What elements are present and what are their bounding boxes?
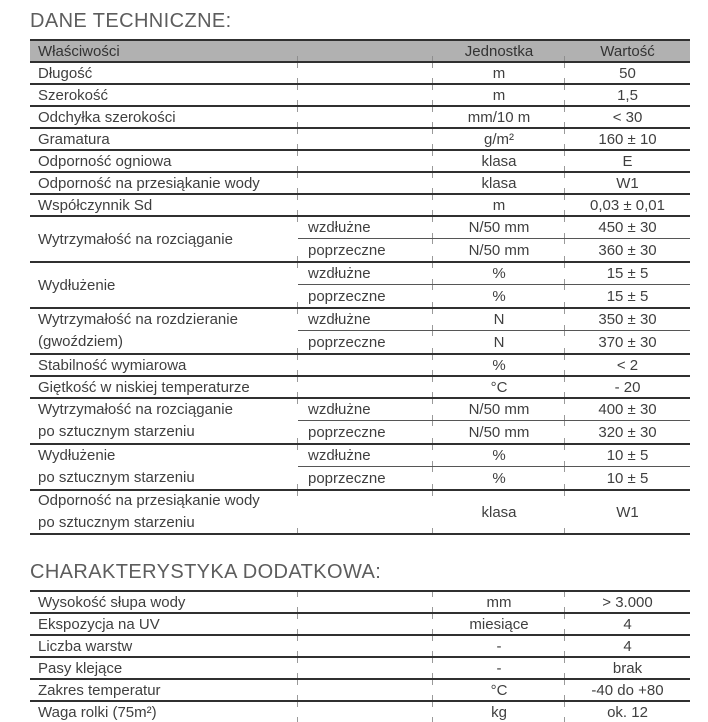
table-row-group (30, 445, 690, 491)
section-title-technical-data: DANE TECHNICZNE: (30, 10, 232, 32)
unit-cell: klasa (481, 503, 517, 521)
value-cell: brak (612, 659, 643, 677)
property-cell: Długość (38, 64, 93, 82)
unit-cell: N/50 mm (468, 401, 530, 418)
property-cell: Współczynnik Sd (38, 196, 153, 214)
table-row (30, 195, 690, 217)
unit-cell: m (492, 196, 506, 214)
unit-cell: mm/10 m (467, 108, 531, 126)
unit-cell: g/m² (484, 130, 514, 148)
unit-cell: % (492, 265, 506, 282)
table-header-row (30, 41, 690, 63)
direction-cell (298, 129, 433, 149)
unit-cell: % (492, 447, 506, 464)
unit-cell: - (496, 659, 502, 677)
section-title-additional-characteristics: CHARAKTERYSTYKA DODATKOWA: (30, 561, 382, 583)
direction-cell (298, 151, 433, 171)
direction-cell: poprzeczne (308, 333, 386, 351)
table-row (30, 702, 690, 722)
property-cell: Pasy klejące (38, 659, 123, 677)
direction-cell (298, 636, 433, 656)
direction-cell: wzdłużne (308, 447, 371, 464)
table-row-group (30, 309, 690, 355)
value-cell: 450 ± 30 (598, 219, 657, 236)
table-row (30, 614, 690, 636)
table-row (30, 107, 690, 129)
direction-cell (298, 63, 433, 83)
unit-cell: N/50 mm (468, 219, 530, 236)
sub-row (298, 239, 690, 261)
column-header-spacer (298, 41, 433, 61)
direction-cell (298, 658, 433, 678)
direction-cell: wzdłużne (308, 265, 371, 282)
direction-cell (298, 377, 433, 397)
property-cell (30, 491, 298, 533)
table-row-group (30, 217, 690, 263)
property-cell: Szerokość (38, 86, 109, 104)
unit-cell: N/50 mm (468, 241, 530, 259)
column-header-property: Właściwości (38, 42, 120, 60)
table-row (30, 377, 690, 399)
direction-cell (298, 85, 433, 105)
property-line: (gwoździem) (38, 333, 124, 350)
unit-cell: % (492, 469, 506, 487)
sub-row (298, 331, 690, 353)
property-line: Wytrzymałość na rozciąganie (38, 401, 233, 418)
direction-cell (298, 592, 433, 612)
direction-cell (298, 702, 433, 722)
table-row (30, 151, 690, 173)
column-header-value: Wartość (600, 42, 655, 60)
value-cell: W1 (616, 503, 639, 521)
subrows (298, 445, 690, 489)
direction-cell: wzdłużne (308, 311, 371, 328)
unit-cell: m (492, 64, 506, 82)
table-row (30, 680, 690, 702)
direction-cell (298, 195, 433, 215)
property-line: po sztucznym starzeniu (38, 469, 195, 486)
value-cell: ok. 12 (607, 703, 648, 721)
property-cell: Liczba warstw (38, 637, 133, 655)
property-cell: Odporność ogniowa (38, 152, 172, 170)
value-cell: 4 (623, 637, 632, 655)
value-cell: 50 (619, 64, 636, 82)
value-cell: E (622, 152, 633, 170)
direction-cell: wzdłużne (308, 219, 371, 236)
direction-cell (298, 680, 433, 700)
unit-cell: °C (490, 378, 508, 396)
value-cell: 15 ± 5 (606, 265, 649, 282)
value-cell: 350 ± 30 (598, 311, 657, 328)
value-cell: < 2 (616, 356, 639, 374)
value-cell: 15 ± 5 (606, 287, 649, 305)
property-cell: Giętkość w niskiej temperaturze (38, 378, 250, 396)
direction-cell (298, 614, 433, 634)
unit-cell: kg (491, 703, 507, 721)
direction-cell (298, 173, 433, 193)
unit-cell: klasa (481, 174, 517, 192)
unit-cell: °C (490, 681, 508, 699)
value-cell: - 20 (614, 378, 641, 396)
direction-cell (298, 355, 433, 375)
value-cell: 320 ± 30 (598, 423, 657, 441)
direction-cell: wzdłużne (308, 401, 371, 418)
value-cell: 0,03 ± 0,01 (590, 196, 665, 214)
property-cell: Stabilność wymiarowa (38, 356, 187, 374)
direction-cell (298, 491, 433, 533)
subrows (298, 399, 690, 443)
table-row (30, 355, 690, 377)
value-cell: 4 (623, 615, 632, 633)
property-line: Odporność na przesiąkanie wody (38, 492, 260, 509)
unit-cell: klasa (481, 152, 517, 170)
table-row (30, 63, 690, 85)
subrows (298, 263, 690, 307)
property-line: Wytrzymałość na rozdzieranie (38, 311, 238, 328)
table-row (30, 636, 690, 658)
direction-cell: poprzeczne (308, 469, 386, 487)
unit-cell: m (492, 86, 506, 104)
table-row-group (30, 263, 690, 309)
sub-row (298, 399, 690, 421)
table-row-group (30, 399, 690, 445)
sub-row (298, 467, 690, 489)
value-cell: 160 ± 10 (598, 130, 657, 148)
value-cell: 10 ± 5 (606, 447, 649, 464)
property-cell: Gramatura (38, 130, 110, 148)
property-cell (30, 445, 298, 489)
sub-row (298, 217, 690, 239)
value-cell: 360 ± 30 (598, 241, 657, 259)
unit-cell: % (492, 287, 506, 305)
direction-cell: poprzeczne (308, 241, 386, 259)
property-cell: Ekspozycja na UV (38, 615, 160, 633)
value-cell: < 30 (612, 108, 643, 126)
property-cell: Waga rolki (75m²) (38, 703, 157, 721)
column-header-unit: Jednostka (464, 42, 534, 60)
value-cell: 10 ± 5 (606, 469, 649, 487)
additional-characteristics-table (30, 590, 690, 722)
property-cell: Wysokość słupa wody (38, 593, 186, 611)
property-cell (30, 309, 298, 353)
unit-cell: % (492, 356, 506, 374)
direction-cell: poprzeczne (308, 423, 386, 441)
value-cell: 400 ± 30 (598, 401, 657, 418)
subrows (298, 217, 690, 261)
unit-cell: N/50 mm (468, 423, 530, 441)
table-row (30, 592, 690, 614)
property-cell: Odchyłka szerokości (38, 108, 176, 126)
table-row (30, 85, 690, 107)
unit-cell: - (496, 637, 502, 655)
value-cell: 370 ± 30 (598, 333, 657, 351)
property-cell: Wytrzymałość na rozciąganie (38, 230, 233, 248)
property-cell: Wydłużenie (38, 276, 116, 294)
value-cell: W1 (616, 174, 639, 192)
sub-row (298, 263, 690, 285)
direction-cell (298, 107, 433, 127)
sub-row (298, 445, 690, 467)
unit-cell: N (493, 333, 505, 351)
property-line: Wydłużenie (38, 447, 116, 464)
subrows (298, 309, 690, 353)
property-cell: Odporność na przesiąkanie wody (38, 174, 260, 192)
value-cell: 1,5 (617, 86, 638, 104)
property-line: po sztucznym starzeniu (38, 514, 195, 531)
property-cell: Zakres temperatur (38, 681, 161, 699)
value-cell: > 3.000 (602, 593, 653, 611)
property-cell (30, 399, 298, 443)
unit-cell: N (493, 311, 505, 328)
unit-cell: mm (486, 593, 512, 611)
technical-data-table (30, 39, 690, 535)
direction-cell: poprzeczne (308, 287, 386, 305)
table-row (30, 491, 690, 535)
table-row (30, 173, 690, 195)
sub-row (298, 309, 690, 331)
sub-row (298, 285, 690, 307)
property-line: po sztucznym starzeniu (38, 423, 195, 440)
value-cell: -40 do +80 (591, 681, 664, 699)
sub-row (298, 421, 690, 443)
table-row (30, 129, 690, 151)
unit-cell: miesiące (469, 615, 529, 633)
table-row (30, 658, 690, 680)
